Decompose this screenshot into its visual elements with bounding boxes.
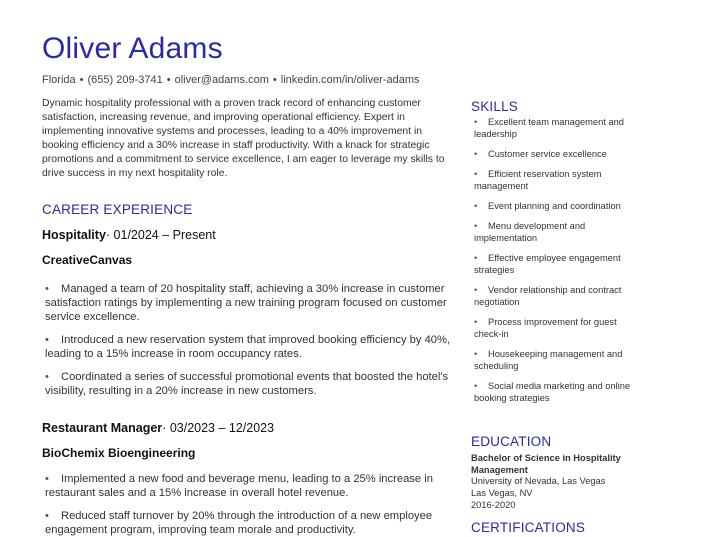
- job-bullet: • Managed a team of 20 hospitality staff, achieving a 30% increase in customer satisfaction ratings by implementing a new training program focused on customer service excellence.: [45, 283, 447, 323]
- linkedin-link[interactable]: linkedin.com/in/oliver-adams: [280, 74, 420, 86]
- email-link[interactable]: oliver@adams.com: [174, 74, 269, 86]
- skill-item: • Vendor relationship and contract negotiation: [474, 285, 622, 307]
- job-bullet: • Reduced staff turnover by 20% through the introduction of a new employee engagement program, improving team morale and productivity.: [45, 510, 433, 536]
- skill-item: • Efficient reservation system management: [474, 169, 602, 191]
- education-degree: Bachelor of Science in Hospitality Management: [471, 453, 621, 475]
- resume-name: Oliver Adams: [42, 32, 223, 65]
- job-bullet: • Coordinated a series of successful promotional events that boosted the hotel's visibility, resulting in a 20% increase in new customers.: [45, 371, 449, 397]
- job-title: Hospitality: [42, 228, 106, 242]
- education-heading: EDUCATION: [471, 434, 552, 449]
- certifications-heading: CERTIFICATIONS: [471, 520, 586, 535]
- summary: Dynamic hospitality professional with a proven track record of enhancing customer satisfaction, increasing revenue, and improving operational efficiency. Expert in implementing innovative systems and processes, leading to a 40% improvement in booking efficiency and a 30% increase in staff productivity. With a knack for strategic promotions and a commitment to service excellence, I am eager to leverage my skills to drive success in my next hospitality role.: [42, 98, 445, 179]
- education-location: Las Vegas, NV: [471, 488, 533, 498]
- skill-item: • Process improvement for guest check-in: [474, 317, 617, 339]
- job-bullet: • Implemented a new food and beverage menu, leading to a 25% increase in restaurant sales and a 15% increase in overall hotel revenue.: [45, 473, 433, 499]
- skill-item: • Customer service excellence: [474, 149, 607, 159]
- separator: •: [272, 74, 277, 86]
- skill-item: • Effective employee engagement strategies: [474, 253, 621, 275]
- location: Florida: [42, 74, 76, 86]
- skills-list: [474, 116, 634, 412]
- job-dates: · 03/2023 – 12/2023: [162, 421, 275, 435]
- separator: •: [166, 74, 171, 86]
- skill-item: • Social media marketing and online booking strategies: [474, 381, 631, 403]
- job-title-line: [42, 421, 274, 435]
- separator: •: [79, 74, 84, 86]
- experience-heading: CAREER EXPERIENCE: [42, 202, 193, 217]
- skill-item: • Housekeeping management and scheduling: [474, 349, 623, 371]
- company-name: CreativeCanvas: [42, 253, 133, 267]
- contact-line: [42, 74, 420, 86]
- job-dates: · 01/2024 – Present: [105, 228, 216, 242]
- education-years: 2016-2020: [471, 500, 516, 510]
- job-title-line: [42, 228, 216, 242]
- job-title: Restaurant Manager: [42, 421, 163, 435]
- skill-item: • Menu development and implementation: [474, 221, 586, 243]
- skill-item: • Excellent team management and leadership: [474, 117, 624, 139]
- education-school: University of Nevada, Las Vegas: [471, 476, 606, 486]
- job-bullet: • Introduced a new reservation system that improved booking efficiency by 40%, leading to a 15% increase in room occupancy rates.: [45, 334, 451, 360]
- phone: (655) 209-3741: [87, 74, 163, 86]
- company-name: BioChemix Bioengineering: [42, 446, 196, 460]
- skills-heading: SKILLS: [471, 99, 518, 114]
- skill-item: • Event planning and coordination: [474, 201, 621, 211]
